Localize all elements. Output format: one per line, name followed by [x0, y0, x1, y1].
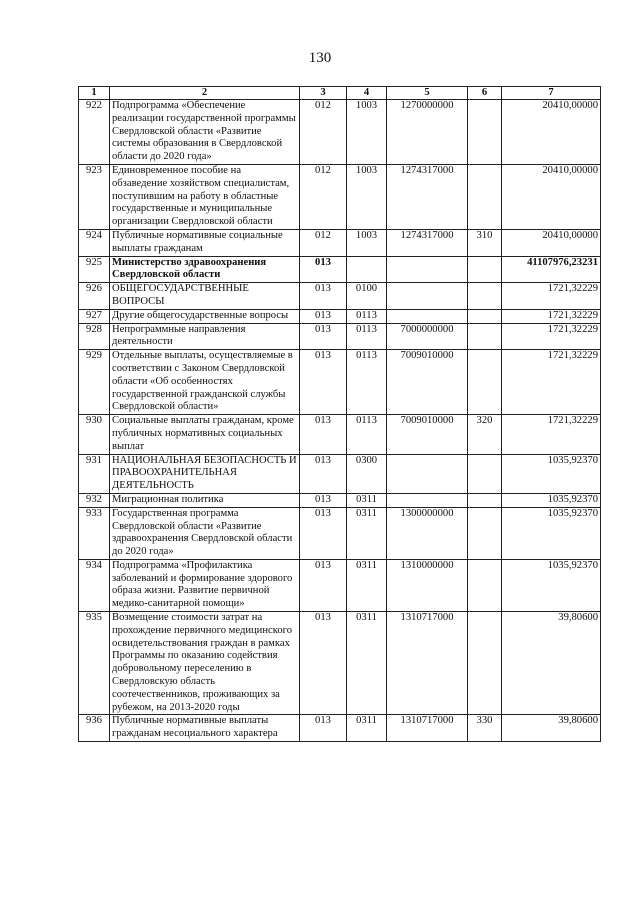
row-section-code: 1003 [347, 100, 387, 165]
row-name: ОБЩЕГОСУДАРСТВЕННЫЕ ВОПРОСЫ [110, 283, 300, 310]
row-target-code: 1310717000 [387, 715, 468, 742]
row-ministry-code: 013 [300, 612, 347, 715]
row-expense-type [468, 323, 502, 350]
row-name: Публичные нормативные выплаты гражданам несоциального характера [110, 715, 300, 742]
row-section-code: 0311 [347, 507, 387, 559]
row-name: Публичные нормативные социальные выплаты гражданам [110, 229, 300, 256]
row-expense-type [468, 164, 502, 229]
row-name: Непрограммные направления деятельности [110, 323, 300, 350]
row-section-code: 0100 [347, 283, 387, 310]
row-section-code: 0113 [347, 350, 387, 415]
row-section-code: 0113 [347, 309, 387, 323]
row-amount: 41107976,23231 [502, 256, 601, 283]
row-ministry-code: 013 [300, 454, 347, 493]
row-amount: 1035,92370 [502, 454, 601, 493]
row-expense-type: 320 [468, 415, 502, 454]
row-name: Социальные выплаты гражданам, кроме публичных нормативных социальных выплат [110, 415, 300, 454]
row-number: 922 [79, 100, 110, 165]
row-expense-type [468, 256, 502, 283]
row-amount: 1035,92370 [502, 493, 601, 507]
row-target-code: 7009010000 [387, 415, 468, 454]
row-amount: 1721,32229 [502, 309, 601, 323]
row-name: Возмещение стоимости затрат на прохождение первичного медицинского освидетельствования граждан в рамках Программы по оказанию содействия добровольному переселению в Свердловскую область соотечественников, проживающих за рубежом, на 2013-2020 годы [110, 612, 300, 715]
row-target-code: 7009010000 [387, 350, 468, 415]
row-name: Другие общегосударственные вопросы [110, 309, 300, 323]
row-expense-type: 310 [468, 229, 502, 256]
row-number: 923 [79, 164, 110, 229]
page-number: 130 [308, 50, 332, 66]
table-row [79, 507, 601, 559]
row-expense-type [468, 454, 502, 493]
row-name: Миграционная политика [110, 493, 300, 507]
row-number: 933 [79, 507, 110, 559]
row-expense-type [468, 559, 502, 611]
row-ministry-code: 013 [300, 256, 347, 283]
row-name: Государственная программа Свердловской области «Развитие здравоохранения Свердловской области до 2020 года» [110, 507, 300, 559]
row-ministry-code: 012 [300, 164, 347, 229]
row-number: 934 [79, 559, 110, 611]
table-row [79, 256, 601, 283]
row-target-code: 7000000000 [387, 323, 468, 350]
header-col-5: 5 [387, 87, 468, 100]
row-expense-type [468, 309, 502, 323]
table-row [79, 100, 601, 165]
row-ministry-code: 013 [300, 415, 347, 454]
row-section-code: 0311 [347, 612, 387, 715]
header-col-6: 6 [468, 87, 502, 100]
row-number: 926 [79, 283, 110, 310]
row-target-code [387, 309, 468, 323]
row-section-code: 0311 [347, 559, 387, 611]
row-section-code: 0311 [347, 493, 387, 507]
header-col-4: 4 [347, 87, 387, 100]
row-target-code: 1270000000 [387, 100, 468, 165]
row-amount: 1721,32229 [502, 283, 601, 310]
budget-table [78, 86, 601, 742]
row-ministry-code: 013 [300, 493, 347, 507]
row-ministry-code: 013 [300, 309, 347, 323]
row-amount: 1035,92370 [502, 559, 601, 611]
row-target-code: 1274317000 [387, 164, 468, 229]
row-number: 931 [79, 454, 110, 493]
row-expense-type [468, 507, 502, 559]
row-section-code: 0311 [347, 715, 387, 742]
row-expense-type [468, 612, 502, 715]
table-row [79, 350, 601, 415]
table-row [79, 283, 601, 310]
row-name: Подпрограмма «Обеспечение реализации государственной программы Свердловской области «Развитие системы образования в Свердловской области до 2020 года» [110, 100, 300, 165]
row-ministry-code: 012 [300, 100, 347, 165]
header-col-7: 7 [502, 87, 601, 100]
table-header-row [79, 87, 601, 100]
row-target-code: 1300000000 [387, 507, 468, 559]
row-amount: 39,80600 [502, 612, 601, 715]
row-number: 930 [79, 415, 110, 454]
table-row [79, 229, 601, 256]
row-number: 929 [79, 350, 110, 415]
row-number: 925 [79, 256, 110, 283]
row-target-code [387, 493, 468, 507]
row-number: 928 [79, 323, 110, 350]
row-amount: 39,80600 [502, 715, 601, 742]
row-section-code: 0113 [347, 415, 387, 454]
row-amount: 1721,32229 [502, 350, 601, 415]
row-target-code [387, 256, 468, 283]
table-row [79, 415, 601, 454]
row-number: 924 [79, 229, 110, 256]
row-section-code [347, 256, 387, 283]
row-ministry-code: 012 [300, 229, 347, 256]
row-expense-type: 330 [468, 715, 502, 742]
row-section-code: 1003 [347, 164, 387, 229]
row-target-code: 1310717000 [387, 612, 468, 715]
row-name: Министерство здравоохранения Свердловской области [110, 256, 300, 283]
table-row [79, 164, 601, 229]
row-expense-type [468, 283, 502, 310]
row-name: Отдельные выплаты, осуществляемые в соответствии с Законом Свердловской области «Об особенностях государственной гражданской службы Свердловской области» [110, 350, 300, 415]
row-ministry-code: 013 [300, 283, 347, 310]
row-target-code [387, 283, 468, 310]
row-target-code [387, 454, 468, 493]
row-amount: 20410,00000 [502, 229, 601, 256]
row-number: 932 [79, 493, 110, 507]
row-ministry-code: 013 [300, 559, 347, 611]
row-expense-type [468, 493, 502, 507]
header-col-3: 3 [300, 87, 347, 100]
row-section-code: 0300 [347, 454, 387, 493]
row-name: Единовременное пособие на обзаведение хозяйством специалистам, поступившим на работу в областные государственные и муниципальные организации Свердловской области [110, 164, 300, 229]
table-row [79, 612, 601, 715]
row-ministry-code: 013 [300, 715, 347, 742]
row-ministry-code: 013 [300, 507, 347, 559]
row-amount: 20410,00000 [502, 164, 601, 229]
row-number: 936 [79, 715, 110, 742]
row-name: НАЦИОНАЛЬНАЯ БЕЗОПАСНОСТЬ И ПРАВООХРАНИТЕЛЬНАЯ ДЕЯТЕЛЬНОСТЬ [110, 454, 300, 493]
row-expense-type [468, 100, 502, 165]
table-row [79, 559, 601, 611]
row-amount: 1035,92370 [502, 507, 601, 559]
header-col-2: 2 [110, 87, 300, 100]
row-ministry-code: 013 [300, 350, 347, 415]
table-row [79, 323, 601, 350]
row-amount: 1721,32229 [502, 323, 601, 350]
table-row [79, 493, 601, 507]
row-number: 927 [79, 309, 110, 323]
row-ministry-code: 013 [300, 323, 347, 350]
row-target-code: 1274317000 [387, 229, 468, 256]
row-amount: 1721,32229 [502, 415, 601, 454]
row-target-code: 1310000000 [387, 559, 468, 611]
table-row [79, 715, 601, 742]
row-section-code: 0113 [347, 323, 387, 350]
row-expense-type [468, 350, 502, 415]
table-row [79, 309, 601, 323]
row-section-code: 1003 [347, 229, 387, 256]
row-amount: 20410,00000 [502, 100, 601, 165]
row-name: Подпрограмма «Профилактика заболеваний и формирование здорового образа жизни. Развитие первичной медико-санитарной помощи» [110, 559, 300, 611]
row-number: 935 [79, 612, 110, 715]
header-col-1: 1 [79, 87, 110, 100]
table-row [79, 454, 601, 493]
